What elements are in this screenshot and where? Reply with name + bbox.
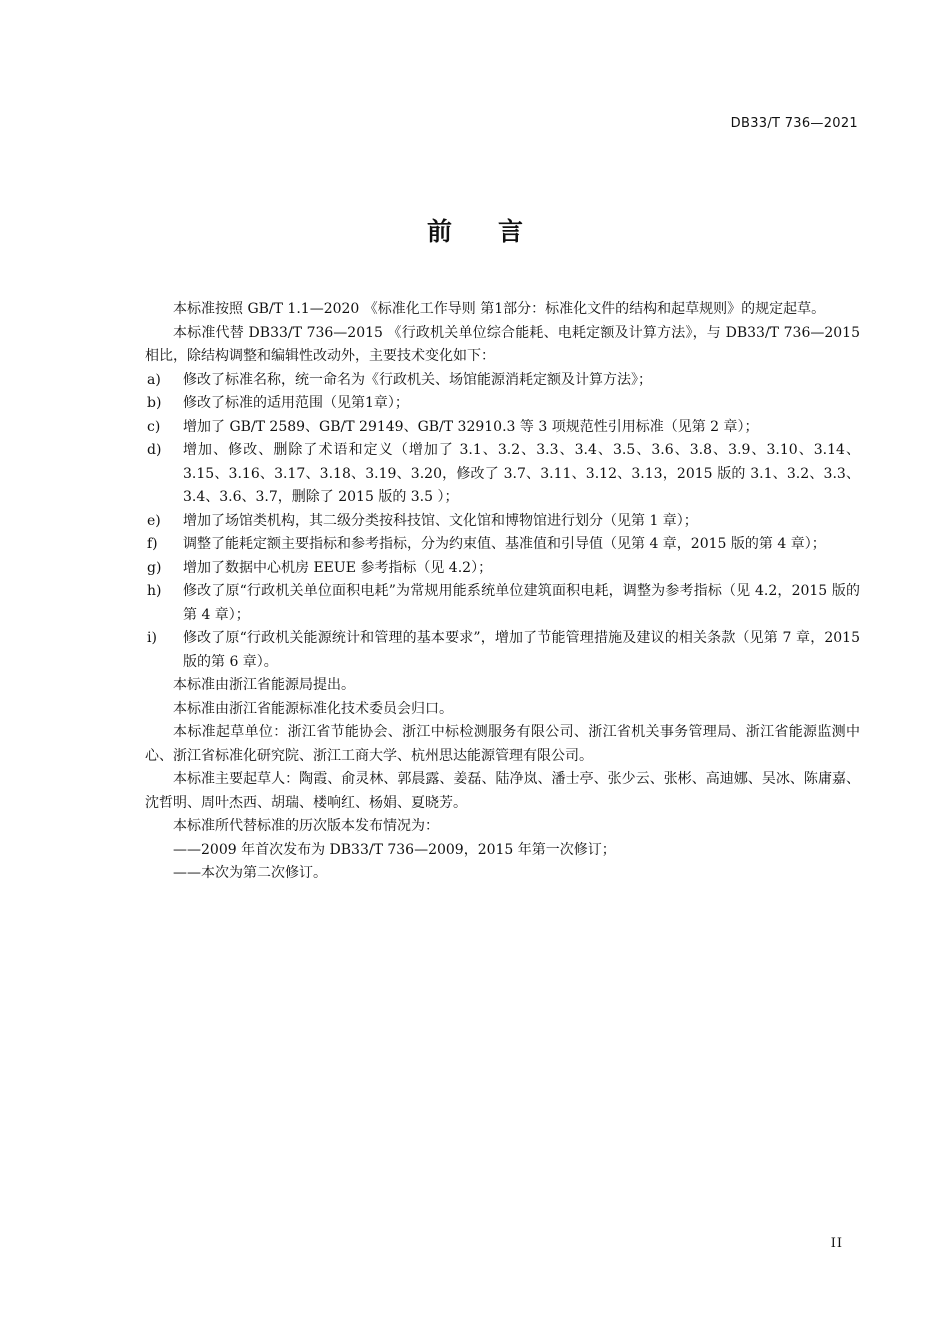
list-marker: e) bbox=[147, 512, 161, 529]
foreword-body bbox=[145, 298, 860, 886]
list-marker: d) bbox=[147, 442, 162, 458]
paragraph-centralized: 本标准由浙江省能源标准化技术委员会归口。 bbox=[173, 700, 453, 717]
history-item: ——2009 年首次发布为 DB33/T 736—2009，2015 年第一次修订； bbox=[173, 841, 616, 858]
list-text: 修改了原“行政机关单位面积电耗”为常规用能系统单位建筑面积电耗，调整为参考指标（见 4.2，2015 版的第 4 章）； bbox=[183, 583, 860, 623]
list-item bbox=[145, 627, 860, 674]
changes-list bbox=[145, 369, 860, 675]
list-text: 增加了 GB/T 2589、GB/T 29149、GB/T 32910.3 等 3 项规范性引用标准（见第 2 章）； bbox=[183, 418, 759, 435]
list-text: 增加、修改、删除了术语和定义（增加了 3.1、3.2、3.3、3.4、3.5、3.6、3.8、3.9、3.10、3.14、3.15、3.16、3.17、3.18、3.19、3.20，修改了 3.7、3.11、3.12、3.13，2015 版的 3.1、3.2、3.3、3.4、3.6、3.7，删除了 2015 版的 3.5 ）； bbox=[183, 442, 860, 505]
list-text: 修改了标准名称，统一命名为《行政机关、场馆能源消耗定额及计算方法》； bbox=[183, 371, 652, 388]
paragraph-replacement: 本标准代替 DB33/T 736—2015 《行政机关单位综合能耗、电耗定额及计算方法》，与 DB33/T 736—2015 相比，除结构调整和编辑性改动外，主要技术变化如下： bbox=[145, 324, 860, 364]
paragraph-history-intro: 本标准所代替标准的历次版本发布情况为： bbox=[173, 818, 439, 834]
list-item bbox=[145, 439, 860, 510]
list-marker: f) bbox=[147, 536, 158, 552]
list-marker: a) bbox=[147, 371, 161, 388]
paragraph-proposer: 本标准由浙江省能源局提出。 bbox=[173, 677, 355, 693]
list-marker: c) bbox=[147, 418, 161, 435]
list-item bbox=[145, 557, 860, 581]
paragraph-drafters: 本标准主要起草人：陶霞、俞灵林、郭晨露、姜磊、陆净岚、潘士亭、张少云、张彬、高迪娜、吴冰、陈庸嘉、沈哲明、周叶杰西、胡瑞、楼响红、杨娟、夏晓芳。 bbox=[145, 771, 860, 811]
list-text: 增加了数据中心机房 EEUE 参考指标（见 4.2）； bbox=[183, 559, 493, 576]
list-item bbox=[145, 533, 860, 557]
paragraph-drafting-basis: 本标准按照 GB/T 1.1—2020 《标准化工作导则 第1部分：标准化文件的结构和起草规则》的规定起草。 bbox=[173, 301, 826, 317]
list-text: 修改了原“行政机关能源统计和管理的基本要求”，增加了节能管理措施及建议的相关条款（见第 7 章，2015 版的第 6 章）。 bbox=[183, 630, 860, 670]
list-item bbox=[145, 392, 860, 416]
list-text: 调整了能耗定额主要指标和参考指标，分为约束值、基准值和引导值（见第 4 章，2015 版的第 4 章）； bbox=[183, 536, 826, 552]
page-title: 前言 bbox=[426, 217, 569, 246]
list-item bbox=[145, 369, 860, 393]
document-code: DB33/T 736—2021 bbox=[730, 116, 858, 131]
list-marker: i) bbox=[147, 630, 157, 646]
list-marker: g) bbox=[147, 559, 162, 576]
list-item bbox=[145, 580, 860, 627]
list-item bbox=[145, 416, 860, 440]
list-text: 增加了场馆类机构，其二级分类按科技馆、文化馆和博物馆进行划分（见第 1 章）； bbox=[183, 512, 698, 529]
list-item bbox=[145, 510, 860, 534]
page-number: II bbox=[830, 1236, 843, 1251]
list-marker: b) bbox=[147, 395, 162, 411]
history-item: ——本次为第二次修订。 bbox=[173, 865, 327, 881]
list-text: 修改了标准的适用范围（见第1章）； bbox=[183, 395, 409, 411]
list-marker: h) bbox=[147, 583, 162, 599]
paragraph-drafting-units: 本标准起草单位：浙江省节能协会、浙江中标检测服务有限公司、浙江省机关事务管理局、浙江省能源监测中心、浙江省标准化研究院、浙江工商大学、杭州思达能源管理有限公司。 bbox=[145, 724, 860, 764]
